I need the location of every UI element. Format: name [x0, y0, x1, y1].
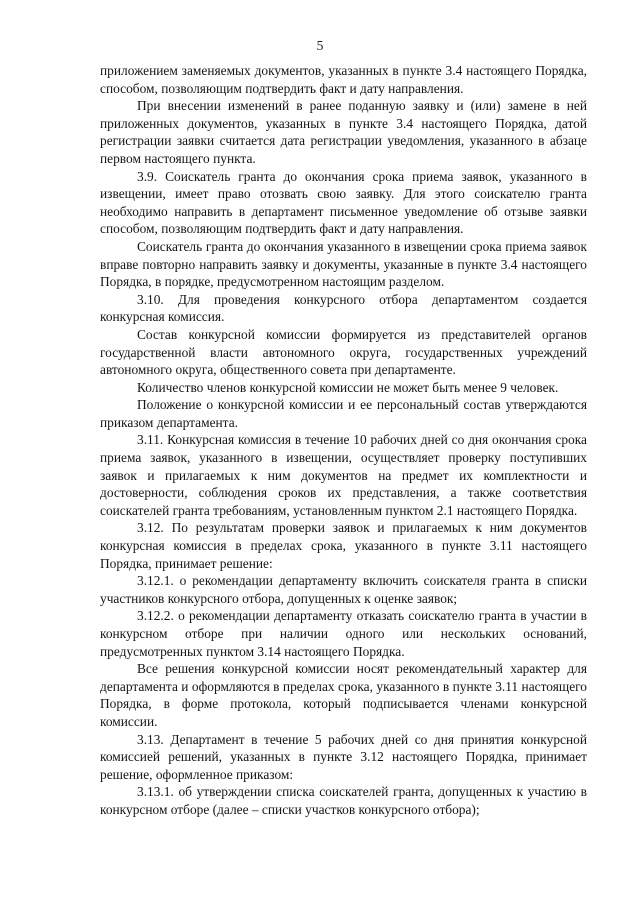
paragraph-3-13: 3.13. Департамент в течение 5 рабочих дней со дня принятия конкурсной комиссией решений, указанных в пункте 3.12 настоящего Порядка, принимает решение, оформленное приказом:	[100, 731, 587, 782]
paragraph-3-9: 3.9. Соискатель гранта до окончания срока приема заявок, указанного в извещении, имеет право отозвать свою заявку. Для этого соискателю гранта необходимо направить в департамент письменное уведомление об отзыве заявки способом, позволяющим подтвердить факт и дату направления.	[100, 168, 587, 237]
page-number: 5	[316, 38, 324, 53]
paragraph-3-11: 3.11. Конкурсная комиссия в течение 10 рабочих дней со дня окончания срока приема заявок, указанного в извещении, осуществляет проверку поступивших заявок и прилагаемых к ним документов на предмет их комплектности и достоверности, соблюдения сроков их представления, а также соответствия соискателей гранта требованиям, установленным пунктом 2.1 настоящего Порядка.	[100, 432, 587, 518]
paragraph-3-12-2: 3.12.2. о рекомендации департаменту отказать соискателю гранта в участии в конкурсном отборе при наличии одного или нескольких оснований, предусмотренных пунктом 3.14 настоящего Порядка.	[100, 608, 587, 659]
paragraph-commission-regulation: Положение о конкурсной комиссии и ее персональный состав утверждаются приказом департамента.	[100, 397, 587, 430]
document-body	[100, 62, 587, 819]
paragraph-commission-size: Количество членов конкурсной комиссии не может быть менее 9 человек.	[137, 379, 559, 395]
paragraph-commission-composition: Состав конкурсной комиссии формируется из представителей органов государственной власти автономного округа, государственных учреждений автономного округа, общественного совета при департаменте.	[100, 326, 587, 378]
paragraph-continuation: приложением заменяемых документов, указанных в пункте 3.4 настоящего Порядка, способом, позволяющим подтвердить факт и дату направления.	[100, 63, 587, 96]
paragraph-3-12-1: 3.12.1. о рекомендации департаменту включить соискателя гранта в списки участников конкурсного отбора, допущенных к оценке заявок;	[100, 573, 587, 606]
paragraph-resubmission: Соискатель гранта до окончания указанного в извещении срока приема заявок вправе повторно направить заявку и документы, указанные в пункте 3.4 настоящего Порядка, в порядке, предусмотренном настоящим разделом.	[100, 238, 587, 290]
paragraph-3-10: 3.10. Для проведения конкурсного отбора департаментом создается конкурсная комиссия.	[100, 291, 587, 325]
paragraph-3-12: 3.12. По результатам проверки заявок и прилагаемых к ним документов конкурсная комиссия в пределах срока, указанного в пункте 3.11 настоящего Порядка, принимает решение:	[100, 520, 587, 571]
paragraph-3-13-1: 3.13.1. об утверждении списка соискателей гранта, допущенных к участию в конкурсном отборе (далее – списки участков конкурсного отбора);	[100, 784, 587, 817]
paragraph-amendment-date: При внесении изменений в ранее поданную заявку и (или) замене в ней приложенных документов, указанных в пункте 3.4 настоящего Порядка, датой регистрации заявки считается дата регистрации уведомления, указанного в абзаце первом настоящего пункта.	[100, 98, 587, 166]
paragraph-recommendations: Все решения конкурсной комиссии носят рекомендательный характер для департамента и оформляются в пределах срока, указанного в пункте 3.11 настоящего Порядка, в форме протокола, который подписывается членами конкурсной комиссии.	[100, 661, 587, 729]
